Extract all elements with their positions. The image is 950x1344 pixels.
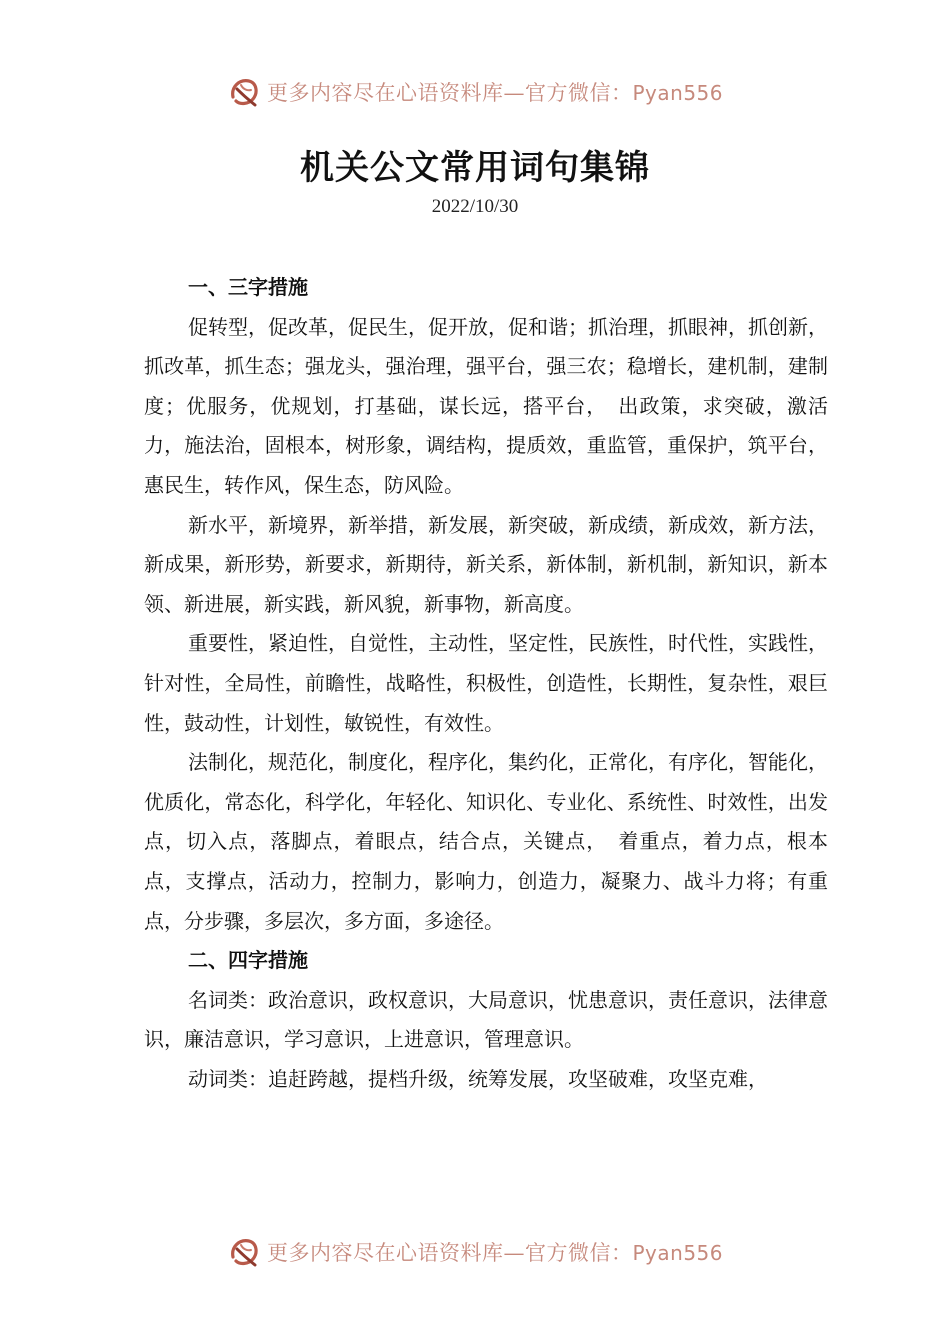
document-title: 机关公文常用词句集锦 <box>300 148 650 188</box>
paragraph: 法制化，规范化，制度化，程序化，集约化，正常化，有序化，智能化，优质化，常态化，科学化，年轻化、知识化、专业化、系统性、时效性，出发点，切入点，落脚点，着眼点，结合点，关键点， 着重点，着力点，根本点，支撑点，活动力，控制力，影响力，创造力，凝聚力、战斗力将；有重点，分步骤，多层次，多方面，多途径。 <box>144 750 828 933</box>
header-watermark <box>0 72 950 112</box>
brush-stroke-logo-icon <box>227 1235 261 1269</box>
document-date: 2022/10/30 <box>431 196 519 217</box>
paragraph: 重要性，紧迫性，自觉性，主动性，坚定性，民族性，时代性，实践性，针对性，全局性，前瞻性，战略性，积极性，创造性，长期性，复杂性，艰巨性，鼓动性，计划性，敏锐性，有效性。 <box>144 631 828 735</box>
watermark-handle: Pyan556 <box>632 1241 723 1265</box>
section-heading: 二、四字措施 <box>188 948 308 973</box>
paragraph: 名词类：政治意识，政权意识，大局意识，忧患意识，责任意识，法律意识，廉洁意识，学习意识，上进意识，管理意识。 <box>144 987 828 1052</box>
paragraph: 促转型，促改革，促民生，促开放，促和谐；抓治理，抓眼神，抓创新，抓改革，抓生态；强龙头，强治理，强平台，强三农；稳增长，建机制，建制度；优服务，优规划，打基础，谋长远，搭平台， 出政策，求突破，激活力，施法治，固根本，树形象，调结构，提质效，重监管，重保护，筑平台，惠民生，转作风，保生态，防风险。 <box>144 314 828 497</box>
watermark-text: 更多内容尽在心语资料库—官方微信：Pyan556 <box>266 81 723 105</box>
paragraph: 新水平，新境界，新举措，新发展，新突破，新成绩，新成效，新方法，新成果，新形势，新要求，新期待，新关系，新体制，新机制，新知识，新本领、新进展，新实践，新风貌，新事物，新高度。 <box>144 512 828 616</box>
brush-stroke-logo-icon <box>227 75 261 109</box>
paragraph: 动词类：追赶跨越，提档升级，统筹发展，攻坚破难，攻坚克难， <box>188 1066 768 1091</box>
section-heading: 一、三字措施 <box>188 275 308 299</box>
footer-watermark <box>0 1232 950 1272</box>
watermark-text: 更多内容尽在心语资料库—官方微信：Pyan556 <box>266 1241 723 1265</box>
watermark-handle: Pyan556 <box>632 81 723 105</box>
document-body <box>144 268 828 1099</box>
